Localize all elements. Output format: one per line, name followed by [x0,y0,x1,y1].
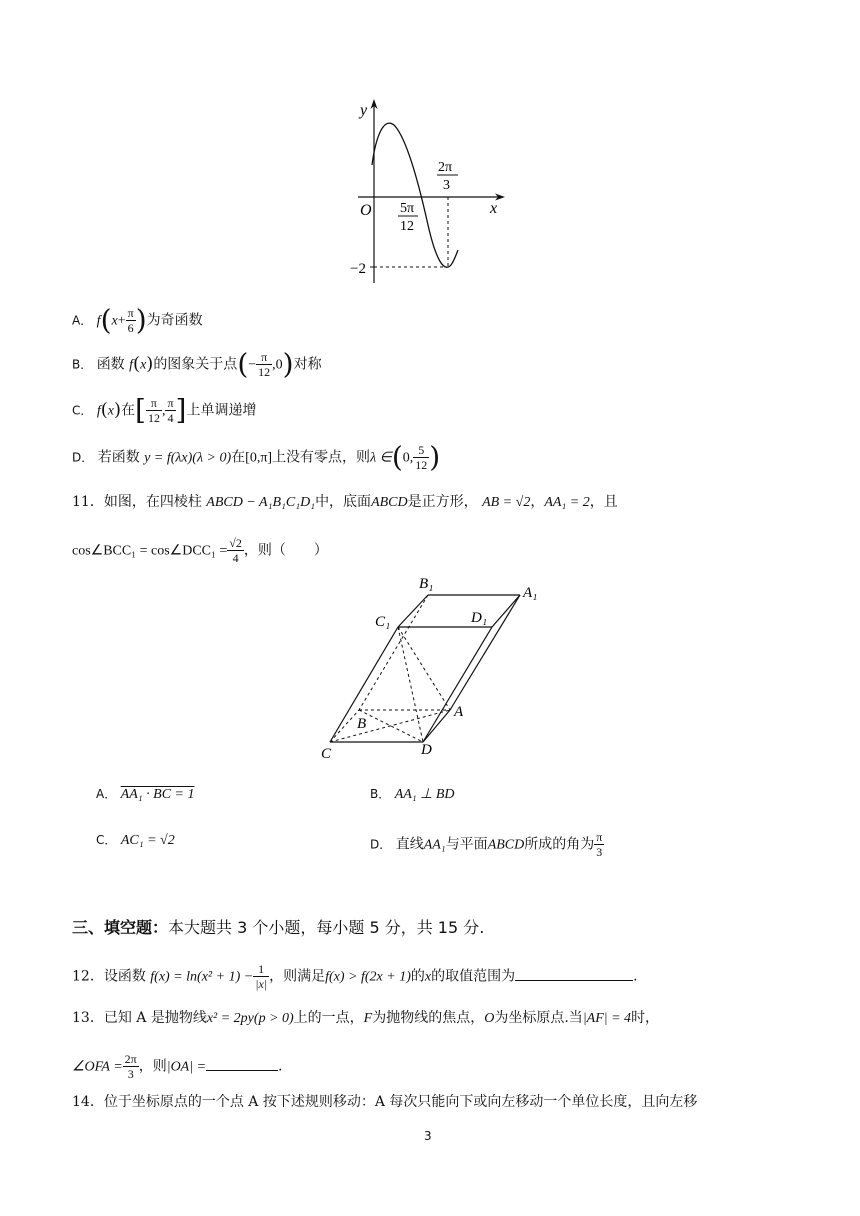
frac-num: π [256,350,272,365]
q10-option-a: A． f(x+ $\frac{\pi}{6}$ )为奇函数 [72,303,203,337]
option-text: 为奇函数 [146,312,203,329]
q12 [72,962,638,991]
q10-option-b: B． 函数 f(x)的图象关于点(− $\frac{\pi}{12}$ ,0)对称 [72,347,322,381]
math-expr: AA₁ · BC = 1 [120,787,195,802]
frac-den: 3 [127,1067,134,1081]
option-label: B． [72,357,93,372]
math-minus: − [248,357,257,373]
math-oa: |OA| = [166,1059,207,1075]
math-expr: f(x) = ln(x² + 1) − [150,969,254,985]
math-aa: AA₁ = 2 [544,495,590,510]
math-interval: [0,π] [245,450,273,466]
q11-option-a [96,784,194,805]
stem-text: 的 [410,968,425,985]
stem-text: ，则满足 [269,968,326,985]
q11-stem-line2 [72,536,328,565]
option-text: 上没有零点，则 [272,449,371,466]
option-label: B． [370,787,391,801]
math-plus: + [117,313,126,329]
label-d1: D₁ [471,610,488,626]
stem-text: 上的一点， [293,1010,364,1026]
frac-den: 4 [167,411,174,425]
math-prism: ABCD − A₁B₁C₁D₁ [206,495,316,510]
math-x: x [111,313,118,329]
answer-blank[interactable] [206,1056,278,1071]
label-b: B [357,716,367,732]
label-c1: C₁ [375,614,391,630]
option-text: 与平面 [445,836,488,853]
math-expr: AA₁ ⊥ BD [394,787,455,802]
option-label: A． [72,313,93,328]
label-a1: A₁ [523,585,538,601]
option-label: C． [96,833,117,847]
math-expr: y = f(λx)(λ > 0) [144,450,232,466]
tick-2pi-den: 3 [443,178,450,193]
q11-option-d [370,830,604,859]
q11-option-b [370,784,455,805]
frac-den: 3 [596,845,603,859]
tick-5pi-num: 5π [400,201,415,216]
frac-num: π [167,396,174,410]
frac-den: |x| [255,977,268,991]
math-aa: AA₁ [423,837,446,853]
frac-num: 2π [124,1052,137,1066]
stem-text: . [278,1058,283,1075]
stem-text: ，则 [138,1058,167,1075]
frac-den: 12 [147,411,160,425]
stem-text: ，且 [589,494,618,510]
option-text: 在 [231,449,246,466]
option-text: 所成的角为 [524,836,595,853]
math-base: ABCD [371,495,408,510]
frac-num: π [127,306,134,320]
option-text: 函数 [96,356,125,373]
math-ineq: f(x) > f(2x + 1) [325,969,411,985]
math-angle: ∠OFA = [72,1059,123,1075]
page-number: 3 [424,1129,432,1143]
stem-text: 为坐标原点.当 [494,1010,583,1026]
stem-text: 11．如图，在四棱柱 [72,494,202,510]
option-label: A． [96,787,117,801]
option-text: 若函数 [97,449,140,466]
frac-num: 1 [253,962,269,977]
x-axis-label: x [490,200,498,217]
math-f: f [96,403,101,419]
option-text: 对称 [293,356,322,373]
math-zero: ,0 [272,357,283,373]
math-abcd: ABCD [487,837,525,853]
q11-option-c [96,830,175,851]
stem-text: 中，底面 [315,494,372,510]
option-label: C． [72,403,93,418]
option-text: 直线 [395,836,424,853]
q13-line2 [72,1052,282,1081]
stem-text: 的取值范围为 [431,968,516,985]
math-f: f [129,357,134,373]
q10-option-d: D． 若函数 y = f(λx)(λ > 0)在[0,π]上没有零点，则λ ∈(0, $\frac{5}{12}$ ) [72,440,441,474]
frac-num: π [596,830,603,844]
section-heading [72,918,484,938]
tick-5pi-den: 12 [400,219,414,234]
q14 [72,1092,697,1112]
frac-num: π [146,396,162,411]
q10-option-c: C． f(x)在[ $\frac{\pi}{12}$ , $\frac{\pi}{4}$ ]上单调递增 [72,393,257,427]
label-c: C [321,746,332,762]
math-af: |AF| = 4 [582,1011,632,1026]
section-title: 三、填空题： [72,918,169,937]
min-label: −2 [350,261,366,277]
math-o: O [484,1011,495,1026]
math-f: f [96,313,101,329]
stem-text: 为抛物线的焦点， [372,1010,485,1026]
origin-label: O [360,202,372,219]
stem-text: 12．设函数 [72,968,146,985]
math-cos: cos∠BCC₁ = cos∠DCC₁ = [72,543,228,559]
frac-den: 12 [415,458,428,472]
label-d: D [421,742,432,758]
stem-text: ，则（ ） [243,542,328,559]
answer-blank[interactable] [515,966,633,981]
frac-den: 6 [127,321,134,335]
math-zero: 0, [402,450,414,466]
stem-text: 13．已知 A 是抛物线 [72,1010,207,1026]
option-label: D． [370,837,392,852]
frac-num: √2 [229,536,242,550]
frac-den: 12 [258,365,271,379]
option-label: D． [72,450,94,465]
math-x: x [107,403,114,419]
prism-figure [315,570,555,765]
option-text: 的图象关于点 [153,356,238,373]
math-lambda: λ ∈ [370,450,392,466]
option-text: 上单调递增 [186,402,257,419]
tick-2pi-num: 2π [438,160,453,175]
math-ab: AB = √2 [482,495,531,510]
math-x: x [140,357,147,373]
q13-line1 [72,1008,659,1029]
math-expr: AC₁ = √2 [120,833,175,848]
math-parabola: x² = 2py(p > 0) [206,1011,294,1026]
option-text: 在 [121,402,136,419]
y-axis-label: y [360,102,368,119]
math-x: x [424,969,432,985]
frac-num: 5 [413,443,429,458]
label-a: A [454,704,464,720]
stem-text: 时， [631,1010,660,1026]
stem-text: 是正方形， [407,494,478,510]
frac-den: 4 [232,551,239,565]
section-desc: 本大题共 3 个小题，每小题 5 分，共 15 分. [168,918,485,937]
label-b1: B₁ [419,576,434,592]
math-f: F [363,1011,373,1026]
function-graph [350,95,510,290]
q11-stem-line1: 11．如图，在四棱柱 ABCD − A₁B₁C₁D₁中，底面ABCD是正方形， AB = √2，AA₁ = 2，且 [72,494,618,510]
stem-text: . [633,968,638,985]
stem-text: 14．位于坐标原点的一个点 A 按下述规则移动：A 每次只能向下或向左移动一个单位长度，且向左移 [72,1094,698,1110]
